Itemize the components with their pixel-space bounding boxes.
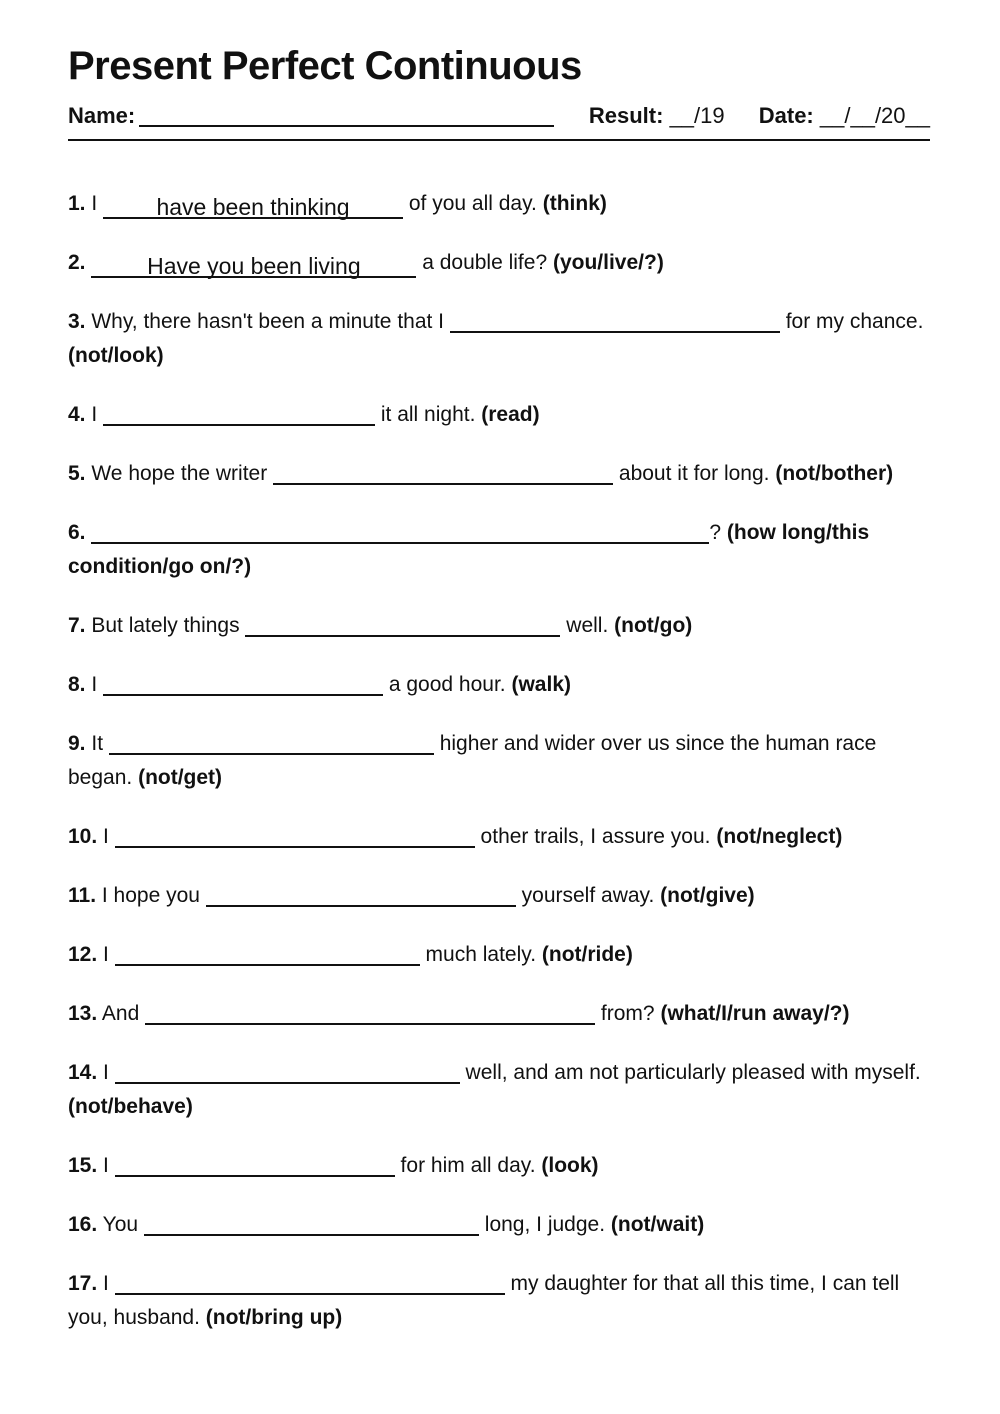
result-value: __/19 (669, 103, 725, 128)
question-1 (68, 187, 930, 221)
question-text: well, and am not particularly pleased with myself. (459, 1061, 921, 1084)
verb-hint: (think) (542, 192, 607, 215)
question-text: I (103, 1061, 115, 1084)
question-text: I (103, 1154, 115, 1177)
question-number: 14. (68, 1061, 98, 1084)
question-8 (68, 668, 930, 702)
answer-blank (91, 254, 416, 278)
page-title: Present Perfect Continuous (68, 44, 582, 88)
question-text: about it for long. (613, 462, 776, 485)
verb-hint: (not/look) (68, 344, 164, 367)
question-text: my daughter for that all this time, I can tell you, husband. (68, 1272, 900, 1329)
question-number: 16. (68, 1213, 98, 1236)
verb-hint: (read) (481, 403, 540, 426)
question-text: I (91, 403, 104, 426)
answer-blank (115, 1153, 395, 1177)
question-5 (68, 457, 930, 491)
question-text: well. (560, 614, 615, 637)
date-value: __/__/20__ (819, 103, 930, 128)
filled-answer: Have you been living (147, 253, 361, 279)
question-10 (68, 820, 930, 854)
answer-blank (103, 195, 403, 219)
question-2 (68, 246, 930, 280)
answer-blank (450, 309, 780, 333)
question-number: 11. (68, 884, 97, 907)
question-number: 8. (68, 673, 86, 696)
question-number: 9. (68, 732, 86, 755)
verb-hint: (walk) (511, 673, 571, 696)
verb-hint: (not/neglect) (716, 825, 843, 848)
question-text: long, I judge. (478, 1213, 611, 1236)
question-17 (68, 1267, 930, 1335)
answer-blank (91, 520, 709, 544)
question-15 (68, 1149, 930, 1183)
answer-blank (115, 1271, 505, 1295)
verb-hint: (not/give) (660, 884, 755, 907)
verb-hint: (not/ride) (541, 943, 633, 966)
question-number: 15. (68, 1154, 98, 1177)
question-text: But lately things (91, 614, 246, 637)
answer-blank (115, 942, 420, 966)
question-text: I (103, 1272, 115, 1295)
question-text: Why, there hasn't been a minute that I (91, 310, 450, 333)
question-text: I (103, 825, 115, 848)
worksheet-header (68, 103, 930, 129)
answer-blank (144, 1212, 479, 1236)
question-text: You (102, 1213, 144, 1236)
verb-hint: (not/behave) (68, 1095, 193, 1118)
answer-blank (103, 402, 375, 426)
question-9 (68, 727, 930, 795)
name-label: Name: (68, 103, 136, 128)
answer-blank (109, 731, 434, 755)
question-text: of you all day. (403, 192, 543, 215)
verb-hint: (not/bother) (775, 462, 894, 485)
question-text: And (101, 1002, 146, 1025)
question-text: I (103, 943, 115, 966)
verb-hint: (look) (541, 1154, 599, 1177)
question-text: I (91, 192, 104, 215)
verb-hint: (not/get) (138, 766, 223, 789)
questions (68, 187, 930, 1335)
verb-hint: (you/live/?) (552, 251, 664, 274)
result-label: Result: (588, 103, 664, 128)
verb-hint: (not/bring up) (205, 1306, 343, 1329)
question-text: I hope you (101, 884, 206, 907)
question-text: We hope the writer (91, 462, 274, 485)
verb-hint: (what/I/run away/?) (660, 1002, 850, 1025)
answer-blank (145, 1001, 595, 1025)
question-number: 5. (68, 462, 86, 485)
question-number: 17. (68, 1272, 98, 1295)
question-number: 4. (68, 403, 86, 426)
answer-blank (115, 824, 475, 848)
question-12 (68, 938, 930, 972)
question-13 (68, 997, 930, 1031)
question-4 (68, 398, 930, 432)
question-number: 10. (68, 825, 98, 848)
question-number: 7. (68, 614, 86, 637)
question-text: from? (595, 1002, 661, 1025)
question-6 (68, 516, 930, 584)
question-text: yourself away. (515, 884, 661, 907)
question-text: higher and wider over us since the human race began. (68, 732, 877, 789)
answer-blank (103, 672, 383, 696)
answer-blank (245, 613, 560, 637)
name-blank-line (139, 103, 554, 127)
question-text: I (91, 673, 104, 696)
question-text: It (91, 732, 109, 755)
date-label: Date: (758, 103, 814, 128)
question-number: 6. (68, 521, 86, 544)
question-number: 1. (68, 192, 86, 215)
header-divider (68, 139, 930, 141)
verb-hint: (how long/this condition/go on/?) (68, 521, 870, 578)
question-3 (68, 305, 930, 373)
question-text: ? (709, 521, 727, 544)
filled-answer: have been thinking (156, 194, 350, 220)
answer-blank (206, 883, 516, 907)
question-text: it all night. (375, 403, 482, 426)
verb-hint: (not/wait) (610, 1213, 705, 1236)
name-section (68, 103, 554, 129)
question-7 (68, 609, 930, 643)
question-text: for my chance. (779, 310, 924, 333)
answer-blank (273, 461, 613, 485)
question-number: 12. (68, 943, 98, 966)
question-16 (68, 1208, 930, 1242)
answer-blank (115, 1060, 460, 1084)
question-text: for him all day. (394, 1154, 542, 1177)
question-number: 2. (68, 251, 86, 274)
question-text: a double life? (416, 251, 553, 274)
question-text: much lately. (419, 943, 542, 966)
score-section (589, 103, 930, 129)
verb-hint: (not/go) (614, 614, 693, 637)
question-14 (68, 1056, 930, 1124)
question-text: other trails, I assure you. (474, 825, 717, 848)
question-number: 3. (68, 310, 86, 333)
question-number: 13. (68, 1002, 98, 1025)
question-text: a good hour. (383, 673, 512, 696)
question-11 (68, 879, 930, 913)
